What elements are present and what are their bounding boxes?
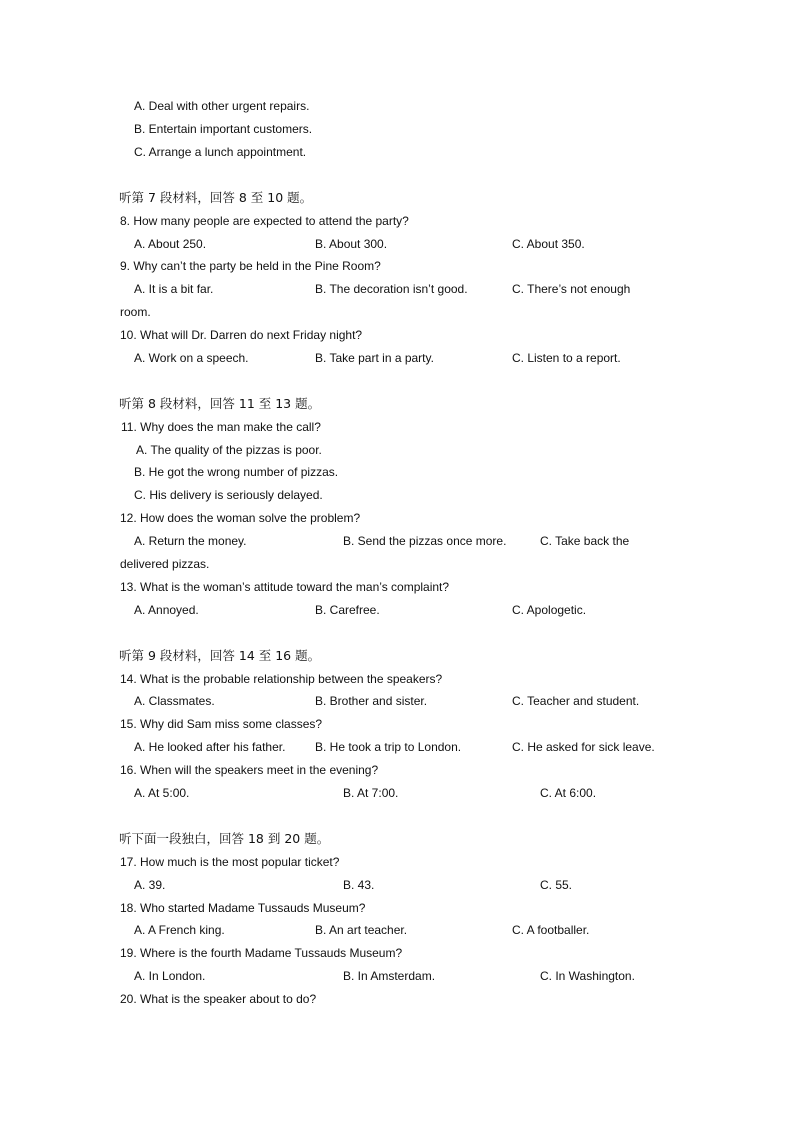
q14-option-a: A. Classmates. [134,694,215,708]
q10-stem: 10. What will Dr. Darren do next Friday night? [120,328,363,342]
q19-option-a: A. In London. [134,969,206,983]
q7-option-b: B. Entertain important customers. [134,122,313,136]
q12-option-b: B. Send the pizzas once more. [343,534,507,548]
section-8-heading: 听第 8 段材料，回答 11 至 13 题。 [119,396,321,411]
q16-option-a: A. At 5:00. [134,786,190,800]
q18-option-a: A. A French king. [134,923,225,937]
q17-option-b: B. 43. [343,878,375,892]
q13-option-b: B. Carefree. [315,603,380,617]
q9-stem: 9. Why can’t the party be held in the Pine Room? [120,259,381,273]
q15-option-c: C. He asked for sick leave. [512,740,655,754]
q13-option-a: A. Annoyed. [134,603,199,617]
q12-stem: 12. How does the woman solve the problem? [120,511,361,525]
q9-option-c: C. There’s not enough [512,282,631,296]
q12-option-a: A. Return the money. [134,534,247,548]
q13-stem: 13. What is the woman’s attitude toward the man’s complaint? [120,580,450,594]
q18-stem: 18. Who started Madame Tussauds Museum? [120,901,366,915]
q14-option-b: B. Brother and sister. [315,694,428,708]
q14-option-c: C. Teacher and student. [512,694,640,708]
q19-option-c: C. In Washington. [540,969,635,983]
q9-option-c-continued: room. [120,305,151,319]
q12-option-c-continued: delivered pizzas. [120,557,210,571]
q15-option-a: A. He looked after his father. [134,740,286,754]
q12-option-c: C. Take back the [540,534,630,548]
q19-option-b: B. In Amsterdam. [343,969,436,983]
q9-option-b: B. The decoration isn’t good. [315,282,468,296]
q8-option-c: C. About 350. [512,237,585,251]
q8-option-b: B. About 300. [315,237,388,251]
q16-option-b: B. At 7:00. [343,786,399,800]
q18-option-c: C. A footballer. [512,923,590,937]
q7-option-c: C. Arrange a lunch appointment. [134,145,307,159]
q7-option-a: A. Deal with other urgent repairs. [134,99,310,113]
section-10-heading: 听下面一段独白，回答 18 到 20 题。 [119,831,330,846]
section-9-heading: 听第 9 段材料，回答 14 至 16 题。 [119,648,321,663]
q17-stem: 17. How much is the most popular ticket? [120,855,340,869]
q8-stem: 8. How many people are expected to attend the party? [120,214,409,228]
q11-option-a: A. The quality of the pizzas is poor. [136,443,322,457]
q20-stem: 20. What is the speaker about to do? [120,992,317,1006]
section-7-heading: 听第 7 段材料，回答 8 至 10 题。 [119,190,313,205]
q19-stem: 19. Where is the fourth Madame Tussauds Museum? [120,946,403,960]
q10-option-a: A. Work on a speech. [134,351,249,365]
q8-option-a: A. About 250. [134,237,207,251]
q18-option-b: B. An art teacher. [315,923,408,937]
q10-option-b: B. Take part in a party. [315,351,434,365]
q11-stem: 11. Why does the man make the call? [121,420,321,434]
q17-option-a: A. 39. [134,878,166,892]
q10-option-c: C. Listen to a report. [512,351,621,365]
q14-stem: 14. What is the probable relationship between the speakers? [120,672,443,686]
q11-option-c: C. His delivery is seriously delayed. [134,488,323,502]
q15-stem: 15. Why did Sam miss some classes? [120,717,323,731]
q17-option-c: C. 55. [540,878,573,892]
q15-option-b: B. He took a trip to London. [315,740,462,754]
q16-option-c: C. At 6:00. [540,786,597,800]
q11-option-b: B. He got the wrong number of pizzas. [134,465,339,479]
q13-option-c: C. Apologetic. [512,603,587,617]
q9-option-a: A. It is a bit far. [134,282,214,296]
q16-stem: 16. When will the speakers meet in the evening? [120,763,379,777]
